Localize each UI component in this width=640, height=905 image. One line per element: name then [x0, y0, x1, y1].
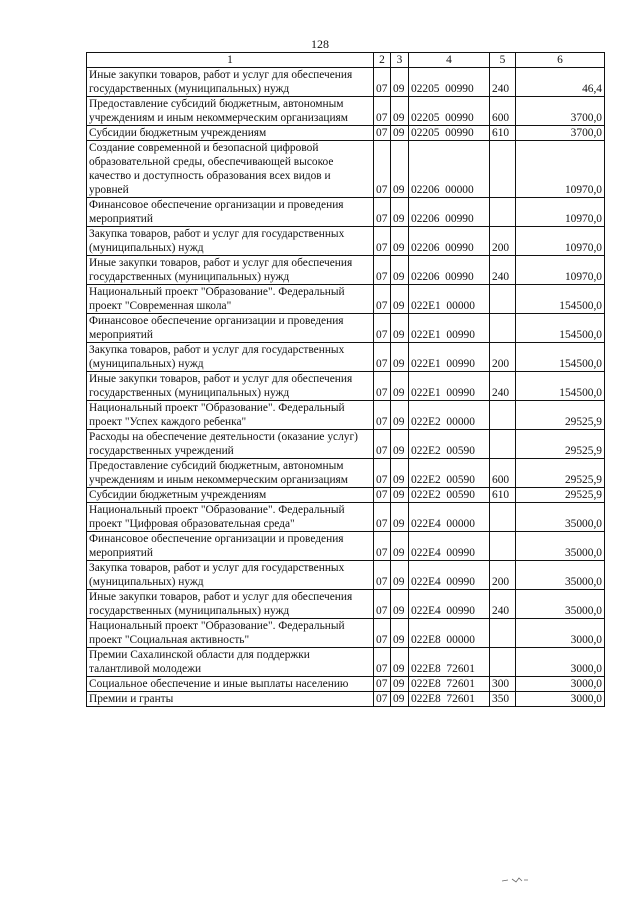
cell-name: Национальный проект "Образование". Федеральный проект "Современная школа"	[87, 285, 374, 314]
cell-amount: 35000,0	[516, 532, 605, 561]
cell-amount: 154500,0	[516, 314, 605, 343]
table-row	[87, 561, 605, 590]
cell-subsection: 09	[391, 97, 409, 126]
table-row	[87, 343, 605, 372]
cell-name: Иные закупки товаров, работ и услуг для обеспечения государственных (муниципальных) нужд	[87, 372, 374, 401]
cell-expense-type: 240	[490, 68, 516, 97]
table-row	[87, 68, 605, 97]
cell-expense-type: 240	[490, 256, 516, 285]
header-col-6: 6	[516, 53, 605, 68]
table-row	[87, 692, 605, 707]
cell-amount: 3000,0	[516, 677, 605, 692]
cell-name: Предоставление субсидий бюджетным, автономным учреждениям и иным некоммерческим организациям	[87, 459, 374, 488]
cell-target-code: 022E1 00990	[409, 343, 490, 372]
cell-subsection: 09	[391, 459, 409, 488]
cell-expense-type: 610	[490, 126, 516, 141]
cell-expense-type: 200	[490, 561, 516, 590]
cell-section: 07	[374, 619, 391, 648]
cell-name: Расходы на обеспечение деятельности (оказание услуг) государственных учреждений	[87, 430, 374, 459]
cell-target-code: 02205 00990	[409, 126, 490, 141]
table-row	[87, 126, 605, 141]
cell-amount: 154500,0	[516, 343, 605, 372]
cell-subsection: 09	[391, 141, 409, 198]
header-col-5: 5	[490, 53, 516, 68]
cell-amount: 29525,9	[516, 488, 605, 503]
table-row	[87, 227, 605, 256]
cell-section: 07	[374, 256, 391, 285]
cell-subsection: 09	[391, 488, 409, 503]
cell-target-code: 022E4 00990	[409, 532, 490, 561]
cell-subsection: 09	[391, 285, 409, 314]
cell-subsection: 09	[391, 648, 409, 677]
cell-subsection: 09	[391, 126, 409, 141]
table-row	[87, 256, 605, 285]
cell-section: 07	[374, 141, 391, 198]
table-row	[87, 141, 605, 198]
cell-expense-type: 350	[490, 692, 516, 707]
cell-section: 07	[374, 401, 391, 430]
cell-section: 07	[374, 648, 391, 677]
cell-subsection: 09	[391, 590, 409, 619]
cell-name: Предоставление субсидий бюджетным, автономным учреждениям и иным некоммерческим организациям	[87, 97, 374, 126]
cell-expense-type: 200	[490, 227, 516, 256]
cell-expense-type	[490, 532, 516, 561]
cell-target-code: 02205 00990	[409, 68, 490, 97]
cell-amount: 3000,0	[516, 692, 605, 707]
cell-subsection: 09	[391, 372, 409, 401]
cell-expense-type	[490, 401, 516, 430]
cell-name: Национальный проект "Образование". Федеральный проект "Успех каждого ребенка"	[87, 401, 374, 430]
cell-expense-type: 200	[490, 343, 516, 372]
cell-amount: 3000,0	[516, 648, 605, 677]
cell-target-code: 022E2 00590	[409, 488, 490, 503]
cell-subsection: 09	[391, 227, 409, 256]
table-row	[87, 459, 605, 488]
table-row	[87, 488, 605, 503]
cell-expense-type: 600	[490, 97, 516, 126]
cell-target-code: 02205 00990	[409, 97, 490, 126]
cell-subsection: 09	[391, 430, 409, 459]
cell-expense-type: 240	[490, 590, 516, 619]
table-row	[87, 285, 605, 314]
cell-name: Закупка товаров, работ и услуг для государственных (муниципальных) нужд	[87, 343, 374, 372]
table-row	[87, 503, 605, 532]
cell-name: Финансовое обеспечение организации и проведения мероприятий	[87, 314, 374, 343]
cell-subsection: 09	[391, 401, 409, 430]
cell-amount: 10970,0	[516, 198, 605, 227]
table-row	[87, 677, 605, 692]
scan-mark	[500, 876, 530, 884]
cell-amount: 46,4	[516, 68, 605, 97]
cell-section: 07	[374, 97, 391, 126]
cell-amount: 10970,0	[516, 227, 605, 256]
cell-section: 07	[374, 314, 391, 343]
cell-subsection: 09	[391, 692, 409, 707]
table-row	[87, 532, 605, 561]
cell-target-code: 02206 00990	[409, 227, 490, 256]
cell-expense-type: 610	[490, 488, 516, 503]
cell-name: Премии Сахалинской области для поддержки талантливой молодежи	[87, 648, 374, 677]
cell-amount: 29525,9	[516, 401, 605, 430]
cell-section: 07	[374, 532, 391, 561]
cell-section: 07	[374, 590, 391, 619]
cell-amount: 3700,0	[516, 97, 605, 126]
cell-target-code: 022E2 00590	[409, 430, 490, 459]
cell-name: Национальный проект "Образование". Федеральный проект "Социальная активность"	[87, 619, 374, 648]
cell-expense-type	[490, 285, 516, 314]
cell-section: 07	[374, 561, 391, 590]
table-row	[87, 648, 605, 677]
cell-name: Иные закупки товаров, работ и услуг для обеспечения государственных (муниципальных) нужд	[87, 68, 374, 97]
cell-name: Национальный проект "Образование". Федеральный проект "Цифровая образовательная среда"	[87, 503, 374, 532]
table-body	[87, 68, 605, 707]
cell-subsection: 09	[391, 256, 409, 285]
table-row	[87, 590, 605, 619]
cell-expense-type	[490, 430, 516, 459]
cell-target-code: 022E1 00990	[409, 314, 490, 343]
cell-amount: 3000,0	[516, 619, 605, 648]
cell-expense-type	[490, 141, 516, 198]
cell-section: 07	[374, 126, 391, 141]
cell-subsection: 09	[391, 561, 409, 590]
cell-target-code: 022E4 00990	[409, 590, 490, 619]
cell-amount: 10970,0	[516, 141, 605, 198]
cell-target-code: 022E1 00000	[409, 285, 490, 314]
cell-section: 07	[374, 430, 391, 459]
cell-name: Премии и гранты	[87, 692, 374, 707]
table-row	[87, 619, 605, 648]
header-col-4: 4	[409, 53, 490, 68]
cell-name: Закупка товаров, работ и услуг для государственных (муниципальных) нужд	[87, 227, 374, 256]
cell-subsection: 09	[391, 532, 409, 561]
cell-section: 07	[374, 692, 391, 707]
cell-expense-type: 600	[490, 459, 516, 488]
budget-table	[86, 52, 605, 707]
cell-subsection: 09	[391, 619, 409, 648]
cell-subsection: 09	[391, 68, 409, 97]
cell-name: Субсидии бюджетным учреждениям	[87, 488, 374, 503]
cell-expense-type: 240	[490, 372, 516, 401]
cell-name: Финансовое обеспечение организации и проведения мероприятий	[87, 198, 374, 227]
cell-target-code: 02206 00000	[409, 141, 490, 198]
cell-section: 07	[374, 488, 391, 503]
cell-amount: 29525,9	[516, 430, 605, 459]
cell-name: Социальное обеспечение и иные выплаты населению	[87, 677, 374, 692]
cell-amount: 3700,0	[516, 126, 605, 141]
cell-section: 07	[374, 285, 391, 314]
cell-section: 07	[374, 503, 391, 532]
cell-subsection: 09	[391, 314, 409, 343]
cell-section: 07	[374, 343, 391, 372]
cell-amount: 35000,0	[516, 590, 605, 619]
cell-amount: 29525,9	[516, 459, 605, 488]
cell-amount: 35000,0	[516, 503, 605, 532]
cell-name: Закупка товаров, работ и услуг для государственных (муниципальных) нужд	[87, 561, 374, 590]
cell-section: 07	[374, 68, 391, 97]
cell-expense-type	[490, 648, 516, 677]
page-number: 128	[311, 37, 329, 51]
header-col-1: 1	[87, 53, 374, 68]
cell-target-code: 022E2 00590	[409, 459, 490, 488]
cell-target-code: 022E8 72601	[409, 648, 490, 677]
cell-section: 07	[374, 459, 391, 488]
cell-amount: 154500,0	[516, 372, 605, 401]
cell-subsection: 09	[391, 343, 409, 372]
cell-target-code: 022E4 00990	[409, 561, 490, 590]
cell-target-code: 022E4 00000	[409, 503, 490, 532]
header-col-3: 3	[391, 53, 409, 68]
cell-section: 07	[374, 227, 391, 256]
cell-name: Финансовое обеспечение организации и проведения мероприятий	[87, 532, 374, 561]
cell-subsection: 09	[391, 677, 409, 692]
cell-subsection: 09	[391, 198, 409, 227]
cell-amount: 35000,0	[516, 561, 605, 590]
cell-target-code: 022E8 00000	[409, 619, 490, 648]
cell-target-code: 022E8 72601	[409, 677, 490, 692]
table-header-row	[87, 53, 605, 68]
table-row	[87, 198, 605, 227]
table-row	[87, 401, 605, 430]
cell-amount: 10970,0	[516, 256, 605, 285]
cell-target-code: 022E1 00990	[409, 372, 490, 401]
cell-name: Субсидии бюджетным учреждениям	[87, 126, 374, 141]
table-row	[87, 372, 605, 401]
cell-name: Иные закупки товаров, работ и услуг для обеспечения государственных (муниципальных) нужд	[87, 256, 374, 285]
cell-name: Иные закупки товаров, работ и услуг для обеспечения государственных (муниципальных) нужд	[87, 590, 374, 619]
cell-section: 07	[374, 198, 391, 227]
cell-expense-type	[490, 314, 516, 343]
cell-expense-type: 300	[490, 677, 516, 692]
cell-subsection: 09	[391, 503, 409, 532]
cell-target-code: 022E8 72601	[409, 692, 490, 707]
cell-amount: 154500,0	[516, 285, 605, 314]
cell-target-code: 02206 00990	[409, 256, 490, 285]
table-row	[87, 97, 605, 126]
cell-section: 07	[374, 677, 391, 692]
cell-expense-type	[490, 198, 516, 227]
header-col-2: 2	[374, 53, 391, 68]
table-row	[87, 430, 605, 459]
cell-expense-type	[490, 503, 516, 532]
cell-name: Создание современной и безопасной цифровой образовательной среды, обеспечивающей высокое качество и доступность образования всех видов и уровней	[87, 141, 374, 198]
cell-target-code: 02206 00990	[409, 198, 490, 227]
cell-expense-type	[490, 619, 516, 648]
cell-target-code: 022E2 00000	[409, 401, 490, 430]
table-row	[87, 314, 605, 343]
cell-section: 07	[374, 372, 391, 401]
